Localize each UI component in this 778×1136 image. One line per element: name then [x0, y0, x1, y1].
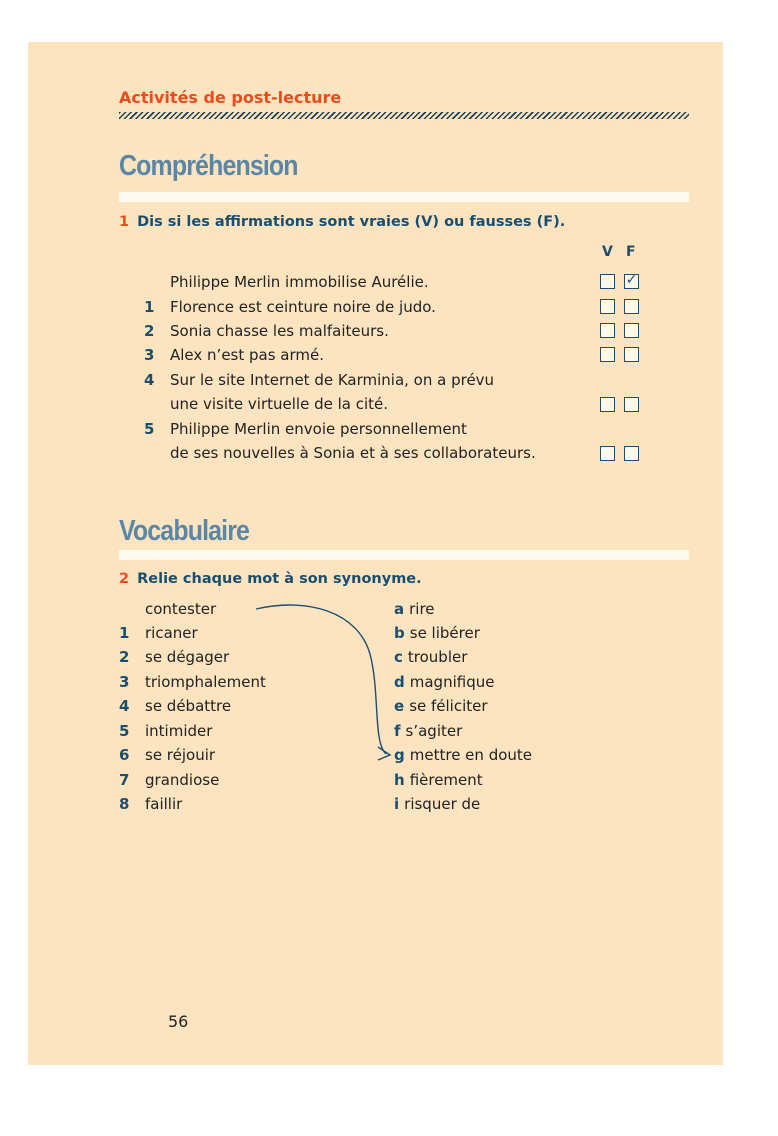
statement-5: 5 Philippe Merlin envoie personnellement: [144, 420, 467, 438]
column-v-label: V: [602, 244, 613, 260]
synonym-b: b se libérer: [394, 624, 480, 642]
synonym-g: g mettre en doute: [394, 746, 533, 764]
section-header: Activités de post-lecture: [119, 88, 342, 107]
question-1-text: Dis si les affirmations sont vraies (V) ou fausses (F).: [137, 214, 566, 230]
synonym-c: c troubler: [394, 648, 468, 666]
question-2-number: 2: [119, 571, 130, 587]
synonym-a: a rire: [394, 600, 435, 618]
synonym-h: h fièrement: [394, 771, 483, 789]
word-4: 4 se débattre: [119, 697, 232, 715]
statement-5-continued: de ses nouvelles à Sonia et à ses collaborateurs.: [170, 444, 536, 462]
match-arrow-icon: [28, 42, 723, 1065]
word-1: 1 ricaner: [119, 624, 198, 642]
word-7: 7 grandiose: [119, 771, 220, 789]
statement-2: 2 Sonia chasse les malfaiteurs.: [144, 322, 389, 340]
vocabulaire-title: Vocabulaire: [119, 515, 250, 547]
question-1-number: 1: [119, 214, 130, 230]
statement-3: 3 Alex n’est pas armé.: [144, 346, 325, 364]
synonym-i: i risquer de: [394, 795, 481, 813]
question-2-text: Relie chaque mot à son synonyme.: [137, 571, 422, 587]
statement-1: 1 Florence est ceinture noire de judo.: [144, 298, 436, 316]
statement-4-continued: une visite virtuelle de la cité.: [170, 395, 389, 413]
synonym-e: e se féliciter: [394, 697, 488, 715]
synonym-f: f s’agiter: [394, 722, 463, 740]
word-2: 2 se dégager: [119, 648, 230, 666]
page-number: 56: [168, 1012, 189, 1031]
example-statement: Philippe Merlin immobilise Aurélie.: [170, 273, 429, 291]
check-mark-icon: ✓: [625, 272, 638, 288]
page: [28, 42, 723, 1065]
word-example: contester: [145, 600, 217, 618]
column-f-label: F: [626, 244, 636, 260]
word-6: 6 se réjouir: [119, 746, 216, 764]
word-3: 3 triomphalement: [119, 673, 266, 691]
comprehension-title: Compréhension: [119, 150, 298, 182]
statement-4: 4 Sur le site Internet de Karminia, on a prévu: [144, 371, 495, 389]
word-8: 8 faillir: [119, 795, 183, 813]
synonym-d: d magnifique: [394, 673, 495, 691]
word-5: 5 intimider: [119, 722, 213, 740]
